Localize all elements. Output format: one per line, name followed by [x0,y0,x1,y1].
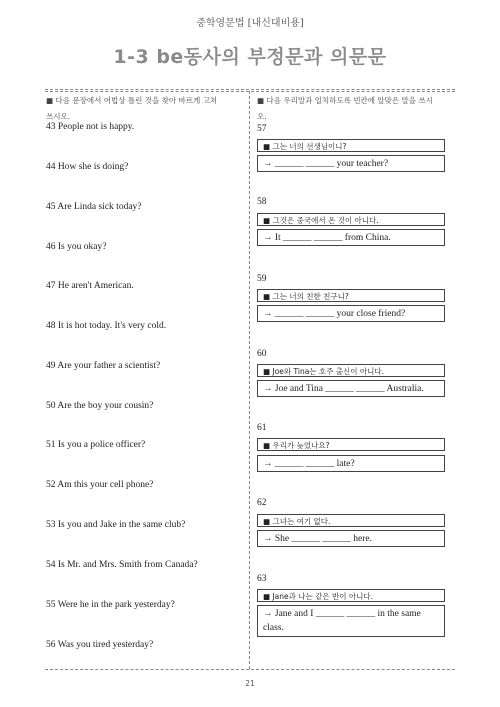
left-instruction-line1: ■ 다음 문장에서 어법상 틀린 것을 찾아 바르게 고쳐 [46,96,218,105]
question-49: 49 Are your father a scientist? [46,361,161,371]
top-divider-2 [45,91,455,92]
item-60-korean: ■ Joe와 Tina는 호주 출신이 아니다. [257,364,445,377]
item-61-answer: → ______ ______ late? [257,455,445,472]
item-60-answer: → Joe and Tina ______ ______ Australia. [257,380,445,397]
question-45: 45 Are Linda sick today? [46,202,142,212]
question-47: 47 He aren't American. [46,281,134,291]
item-57-answer: → ______ ______ your teacher? [257,155,445,172]
item-58-korean: ■ 그것은 중국에서 온 것이 아니다. [257,213,445,226]
right-instruction-line2: 오. [257,112,267,121]
question-53: 53 Is you and Jake in the same club? [46,520,186,530]
page-title: 1-3 be동사의 부정문과 의문문 [113,46,387,68]
item-63-answer: → Jane and I ______ ______ in the same class. [257,605,445,637]
item-63-number: 63 [257,574,267,584]
left-instruction [46,93,246,125]
question-44: 44 How she is doing? [46,162,129,172]
item-62-answer: → She ______ ______ here. [257,530,445,547]
question-46: 46 Is you okay? [46,242,107,252]
item-62-korean: ■ 그녀는 여기 없다. [257,514,445,527]
question-56: 56 Was you tired yesterday? [46,640,154,650]
item-57-number: 57 [257,124,267,134]
item-59-answer: → ______ ______ your close friend? [257,305,445,322]
question-50: 50 Are the boy your cousin? [46,401,154,411]
right-instruction [257,93,452,125]
item-62-number: 62 [257,498,267,508]
question-48: 48 It is hot today. It's very cold. [46,321,167,331]
column-divider [249,91,250,669]
question-52: 52 Am this your cell phone? [46,480,154,490]
question-55: 55 Were he in the park yesterday? [46,600,175,610]
item-61-number: 61 [257,423,267,433]
question-54: 54 Is Mr. and Mrs. Smith from Canada? [46,560,198,570]
item-58-answer: → It ______ ______ from China. [257,229,445,246]
book-subtitle: 중학영문법 [내신대비용] [196,18,304,29]
item-59-korean: ■ 그는 너의 친한 친구니? [257,289,445,302]
item-63-korean: ■ Jane과 나는 같은 반이 아니다. [257,589,445,602]
right-instruction-line1: ■ 다음 우리말과 일치하도록 빈칸에 알맞은 말을 쓰시 [257,96,433,105]
page-number: 21 [245,679,255,688]
item-60-number: 60 [257,349,267,359]
left-instruction-line2: 쓰시오. [46,112,71,121]
item-61-korean: ■ 우리가 늦었나요? [257,438,445,451]
question-51: 51 Is you a police officer? [46,440,146,450]
top-divider [45,89,455,90]
question-43: 43 People not is happy. [46,122,135,132]
item-57-korean: ■ 그는 너의 선생님이니? [257,139,445,152]
item-58-number: 58 [257,197,267,207]
item-59-number: 59 [257,274,267,284]
bottom-divider [45,669,455,670]
